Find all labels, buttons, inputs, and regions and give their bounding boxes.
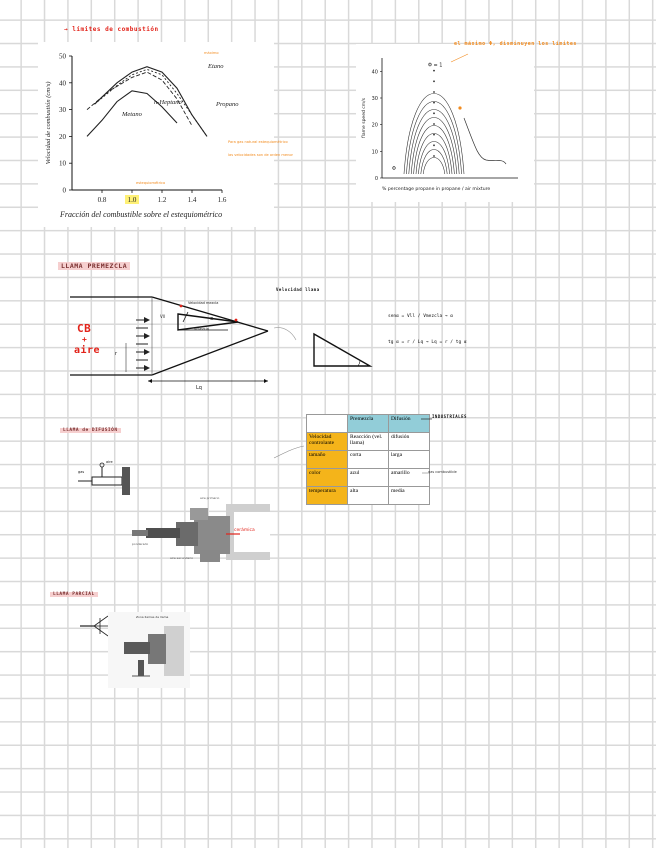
cell-premix: corta <box>348 451 389 469</box>
chart-1-stoich-note: estequiométrico <box>136 181 166 185</box>
cb-label: CB <box>77 322 92 335</box>
y-tick-label: 20 <box>59 132 66 141</box>
vll-label: Vll <box>160 314 165 319</box>
y-tick-label: 0 <box>62 186 66 195</box>
cell-premix: azul <box>348 469 389 487</box>
partial-flame-title-text: LLAMA PARCIAL <box>50 592 98 597</box>
secondary-air-label: aire secundario <box>170 556 194 560</box>
x-tick-label: 1.2 <box>157 196 167 204</box>
tail-curve <box>464 118 506 164</box>
curve-8 <box>421 150 447 175</box>
vel-mezcla-label: Velocidad mezcla <box>188 301 219 305</box>
y-tick-label: 10 <box>371 149 378 156</box>
r-label: r <box>115 351 118 357</box>
lq-label: Lq <box>196 385 202 391</box>
header-diffusion: Difusión <box>389 415 430 433</box>
chart-2-y-label: flame speed cm/s <box>362 98 367 138</box>
series-label: n-Heptano <box>154 99 182 106</box>
y-tick-label: 10 <box>59 159 66 168</box>
lq-equation: tg α = r / Lq → Lq = r / tg α <box>388 340 467 345</box>
row-label: tamaño <box>307 451 348 469</box>
y-tick-label: 40 <box>371 69 378 76</box>
alpha-label-1: α <box>210 316 214 322</box>
chart-1-y-label: Velocidad de combustión (cm/s) <box>45 81 52 165</box>
diffusion-flame-title <box>60 428 121 433</box>
cell-diffusion: larga <box>389 451 430 469</box>
y-tick-label: 40 <box>59 79 66 88</box>
x-tick-label: 0.8 <box>97 196 107 204</box>
plus-label: + <box>82 335 88 344</box>
chart-2-x-label: % percentage propane in propane / air mixture <box>382 187 491 192</box>
x-tick-label: 1.6 <box>217 196 227 204</box>
burner-red-label: cerámica <box>234 528 255 533</box>
y-tick-label: 30 <box>59 106 66 115</box>
cell-diffusion: difusión <box>389 433 430 451</box>
industrial-label: INDUSTRIALES <box>432 414 467 419</box>
curve-peak-point <box>433 70 435 72</box>
curve-peak-point <box>433 123 435 125</box>
y-tick-label: 0 <box>374 176 378 182</box>
cell-premix: Reacción (vel. llama) <box>348 433 389 451</box>
x-tick-label: 1.0 <box>127 196 137 204</box>
y-tick-label: 50 <box>59 52 66 61</box>
vmezcla-label: Vmezcla <box>194 327 209 331</box>
curve-peak-point <box>433 144 435 146</box>
curve-peak-point <box>433 155 435 157</box>
header-premix: Premezcla <box>348 415 389 433</box>
sin-equation: senα = Vll / Vmezcla → α <box>388 314 454 319</box>
chart-1-card <box>38 42 274 227</box>
row-label: color <box>307 469 348 487</box>
diffusion-flame-title-text: LLAMA de DIFUSIÓN <box>60 428 121 433</box>
velocity-label: Velocidad llama <box>276 287 320 292</box>
series-line-Etano <box>95 67 208 137</box>
y-tick-label: 30 <box>371 96 378 102</box>
gas-comb-label: gas combustible <box>428 470 457 474</box>
row-label: Velocidad controlante <box>307 433 348 451</box>
curve-peak-point <box>433 134 435 136</box>
primary-air-label: aire primario <box>200 496 220 500</box>
chart-2-note: el máximo Φ, disminuyen los límites <box>454 41 577 47</box>
chart-2-card <box>356 44 534 202</box>
curve-9 <box>423 158 445 175</box>
series-label: Metano <box>122 111 142 118</box>
gas-small-label: gas <box>78 470 85 474</box>
phi-bottom-label: Φ <box>392 166 396 172</box>
row-label: temperatura <box>307 487 348 505</box>
y-tick-label: 20 <box>371 122 378 129</box>
series-label: Propano <box>216 101 239 108</box>
series-line-Propano <box>95 69 208 136</box>
orange-marker <box>458 106 461 109</box>
phi-top-label: Φ = 1 <box>428 62 443 69</box>
aire-label: aire <box>74 345 101 356</box>
flame-speed-chart <box>38 42 274 227</box>
chart-1-note-2: las velocidades son de orden menor <box>228 153 294 157</box>
chart-1-x-label: Fracción del combustible sobre el estequiométrico <box>60 210 223 219</box>
curve-peak-point <box>433 102 435 104</box>
note-arrow <box>451 54 468 62</box>
velocity-triangle <box>306 328 378 372</box>
partial-flame-title <box>50 592 98 597</box>
combustion-limits-title: → límites de combustión <box>64 26 159 33</box>
cell-diffusion: media <box>389 487 430 505</box>
partial-burner-photo <box>108 612 190 688</box>
premix-flame-title <box>58 262 130 270</box>
table-arrows <box>272 410 442 480</box>
curve-peak-point <box>433 112 435 114</box>
cell-premix: alta <box>348 487 389 505</box>
chart-1-top-note: máximo <box>204 51 219 55</box>
series-label: Etano <box>208 63 224 70</box>
aire-small-label: aire <box>106 460 113 464</box>
curve-peak-point <box>433 80 435 82</box>
table-row <box>307 487 430 505</box>
cell-diffusion: amarillo <box>389 469 430 487</box>
chart-1-note-1: Para gas natural estequiométrico <box>228 140 288 144</box>
curve-peak-point <box>433 91 435 93</box>
ponderado-label: ponderado <box>132 542 149 546</box>
premix-flame-title-text: LLAMA PREMEZCLA <box>58 262 130 270</box>
x-tick-label: 1.4 <box>187 196 197 204</box>
partial-photo-label: Zona llamas de llama <box>136 615 169 619</box>
propane-flame-speed-chart <box>356 44 534 202</box>
